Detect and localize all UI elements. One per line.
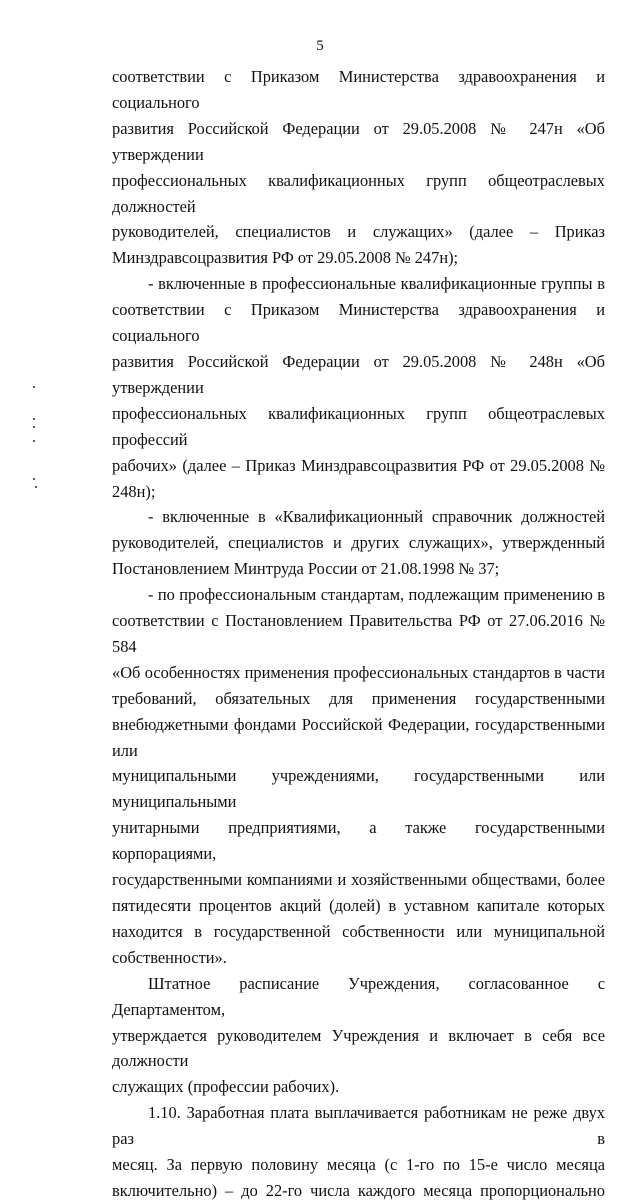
text-line: соответствии с Постановлением Правительства РФ от 27.06.2016 № 584 [112,611,605,656]
text-line: 1.10. Заработная плата выплачивается работникам не реже двух раз в [112,1103,605,1149]
text-line: развития Российской Федерации от 29.05.2008 № 248н «Об утверждении [112,351,605,397]
text-line: требований, обязательных для применения государственными [112,688,605,708]
margin-mark [35,486,37,488]
text-line: муниципальными учреждениями, государственными или муниципальными [112,766,605,812]
text-line: пятидесяти процентов акций (долей) в уставном капитале которых [112,896,605,915]
text-line: месяц. За первую половину месяца (с 1-го по 15-е число месяца [112,1155,605,1175]
paragraph [112,64,605,271]
paragraph [112,582,605,971]
text-line: Штатное расписание Учреждения, согласованное с Департаментом, [112,973,605,1019]
margin-mark [33,426,35,428]
text-line: «Об особенностях применения профессиональных стандартов в части [112,662,605,682]
text-line: Постановлением Минтруда России от 21.08.1998 № 37; [112,559,500,579]
text-line: Минздравсоцразвития РФ от 29.05.2008 № 247н); [112,248,459,268]
text-line: - включенные в профессиональные квалификационные группы в [148,274,605,294]
text-line: развития Российской Федерации от 29.05.2008 № 247н «Об утверждении [112,118,605,164]
text-line: находится в государственной собственности или муниципальной [112,921,605,941]
margin-mark [33,418,35,420]
text-line: утверждается руководителем Учреждения и включает в себя все должности [112,1025,605,1071]
text-line: включительно) – до 22-го числа каждого месяца пропорционально [112,1180,605,1200]
paragraph [112,1100,605,1204]
text-line: руководителей, специалистов и других служащих», утвержденный [112,533,605,553]
text-line: служащих (профессии рабочих). [112,1077,340,1097]
text-line: - по профессиональным стандартам, подлежащим применению в [148,585,605,605]
document-body [112,64,605,1204]
margin-mark [33,478,35,480]
text-line: профессиональных квалификационных групп общеотраслевых должностей [112,170,605,216]
text-line: собственности». [112,947,227,967]
text-line: внебюджетными фондами Российской Федерации, государственными или [112,714,605,760]
paragraph [112,504,605,582]
text-line: государственными компаниями и хозяйственными обществами, более [112,870,605,890]
margin-mark [33,386,35,388]
text-line: унитарными предприятиями, а также государственными корпорациями, [112,818,605,864]
text-line: - включенные в «Квалификационный справочник должностей [148,507,605,527]
text-line: соответствии с Приказом Министерства здравоохранения и социального [112,300,605,346]
page-number: 5 [316,38,324,54]
paragraph [112,271,605,504]
margin-mark [33,440,35,442]
text-line: профессиональных квалификационных групп общеотраслевых профессий [112,403,605,449]
text-line: соответствии с Приказом Министерства здравоохранения и социального [112,67,605,112]
paragraph [112,971,605,1101]
text-line: руководителей, специалистов и служащих» (далее – Приказ [112,222,605,242]
text-line: рабочих» (далее – Приказ Минздравсоцразвития РФ от 29.05.2008 № 248н); [112,455,605,501]
